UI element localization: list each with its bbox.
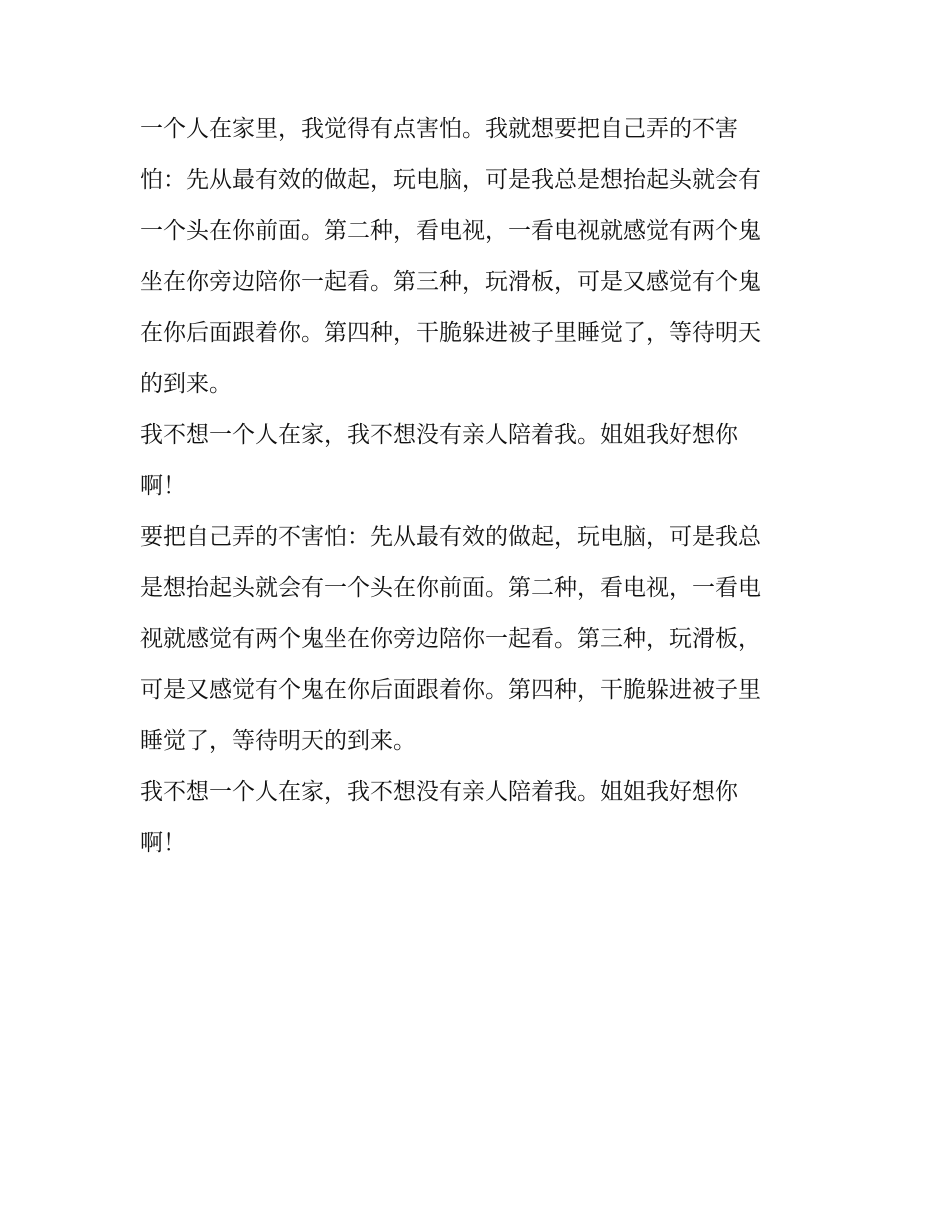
text-line: 在你后面跟着你。第四种，干脆躲进被子里睡觉了，等待明天 bbox=[140, 320, 761, 346]
text-line: 视就感觉有两个鬼坐在你旁边陪你一起看。第三种，玩滑板， bbox=[140, 626, 761, 652]
text-line: 的到来。 bbox=[140, 371, 232, 397]
text-line: 可是又感觉有个鬼在你后面跟着你。第四种，干脆躲进被子里 bbox=[140, 677, 761, 703]
text-line: 啊！ bbox=[140, 473, 186, 499]
text-line: 睡觉了，等待明天的到来。 bbox=[140, 728, 416, 754]
text-line: 要把自己弄的不害怕：先从最有效的做起，玩电脑，可是我总 bbox=[140, 524, 761, 550]
text-line: 坐在你旁边陪你一起看。第三种，玩滑板，可是又感觉有个鬼 bbox=[140, 269, 761, 295]
text-line: 是想抬起头就会有一个头在你前面。第二种，看电视，一看电 bbox=[140, 575, 761, 601]
text-line: 我不想一个人在家，我不想没有亲人陪着我。姐姐我好想你 bbox=[140, 422, 738, 448]
document-body bbox=[140, 104, 812, 869]
text-line: 怕：先从最有效的做起，玩电脑，可是我总是想抬起头就会有 bbox=[140, 167, 761, 193]
text-line: 我不想一个人在家，我不想没有亲人陪着我。姐姐我好想你 bbox=[140, 779, 738, 805]
text-line: 一个人在家里，我觉得有点害怕。我就想要把自己弄的不害 bbox=[140, 116, 738, 142]
text-line: 一个头在你前面。第二种，看电视，一看电视就感觉有两个鬼 bbox=[140, 218, 761, 244]
text-line: 啊！ bbox=[140, 830, 186, 856]
